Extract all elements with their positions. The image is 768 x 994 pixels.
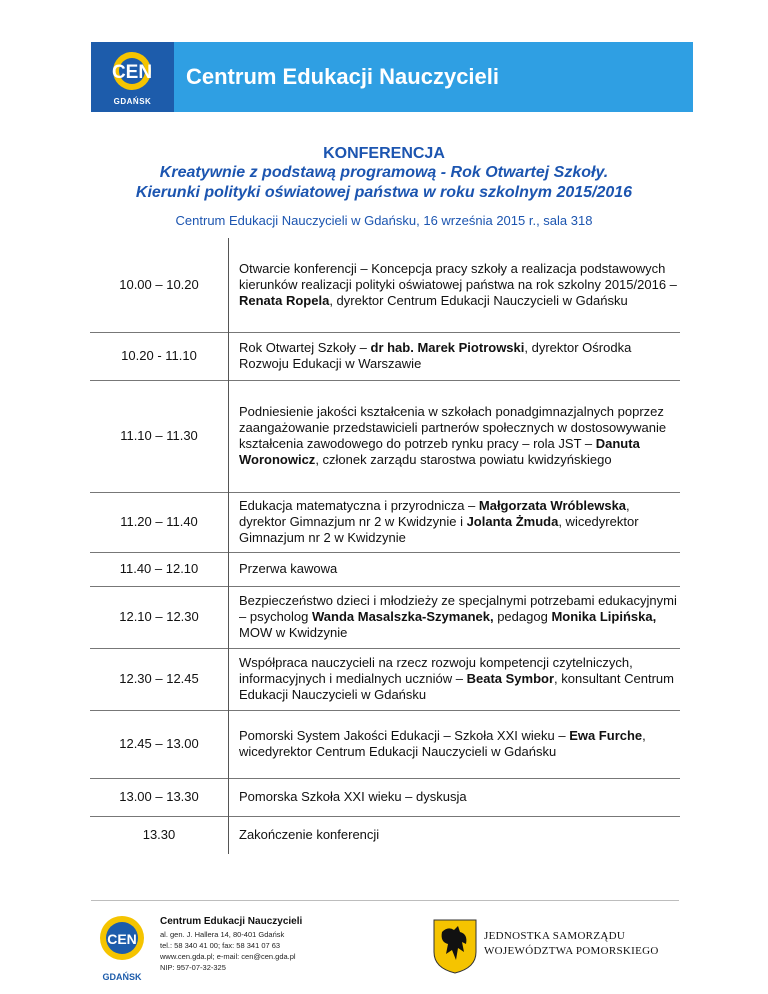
agenda-row — [90, 778, 680, 816]
agenda-time: 13.30 — [90, 816, 229, 854]
agenda-text: Otwarcie konferencji – Koncepcja pracy szkoły a realizacja podstawowych kierunków realizacji polityki oświatowej państwa na rok szkolny 2015/2016 – — [239, 260, 677, 292]
agenda-description — [229, 778, 681, 816]
agenda-time: 11.10 – 11.30 — [90, 380, 229, 492]
agenda-time: 13.00 – 13.30 — [90, 778, 229, 816]
agenda-table — [90, 238, 680, 854]
conference-heading — [0, 144, 768, 229]
partner-name — [484, 929, 659, 959]
speaker-name: Beata Symbor — [466, 671, 555, 686]
footer-web: www.cen.gda.pl; e-mail: cen@cen.gda.pl — [160, 952, 296, 961]
agenda-row — [90, 648, 680, 710]
speaker-name: dr hab. Marek Piotrowski — [370, 340, 525, 355]
conference-title-line1: Kreatywnie z podstawą programową - Rok Otwartej Szkoły. — [159, 164, 609, 181]
banner-title: Centrum Edukacji Nauczycieli — [174, 42, 693, 112]
agenda-time: 11.20 – 11.40 — [90, 492, 229, 552]
agenda-row — [90, 380, 680, 492]
footer-logo-icon — [90, 912, 154, 968]
logo-city-label: GDAŃSK — [113, 97, 152, 106]
agenda-text: Pomorska Szkoła XXI wieku – dyskusja — [239, 789, 467, 804]
footer-logo-city: GDAŃSK — [102, 972, 142, 982]
svg-text:CEN: CEN — [107, 931, 137, 947]
footer-address: al. gen. J. Hallera 14, 80-401 Gdańsk — [160, 930, 285, 939]
footer-phone: tel.: 58 340 41 00; fax: 58 341 07 63 — [160, 941, 281, 950]
agenda-description — [229, 710, 681, 778]
agenda-time: 12.45 – 13.00 — [90, 710, 229, 778]
agenda-row — [90, 816, 680, 854]
agenda-text: pedagog — [493, 609, 552, 624]
agenda-time: 11.40 – 12.10 — [90, 552, 229, 586]
agenda-text: , konsultant Centrum Edukacji Nauczycieli w Gdańsku — [239, 671, 674, 702]
conference-venue: Centrum Edukacji Nauczycieli w Gdańsku, 16 września 2015 r., sala 318 — [175, 213, 593, 228]
agenda-text: , dyrektor Gimnazjum nr 2 w Kwidzynie i — [239, 498, 630, 529]
agenda-description — [229, 816, 681, 854]
agenda-text: Zakończenie konferencji — [239, 827, 380, 843]
agenda-time: 12.30 – 12.45 — [90, 648, 229, 710]
agenda-text: , wicedyrektor Gimnazjum nr 2 w Kwidzynie — [239, 514, 639, 545]
speaker-name: Renata Ropela — [239, 292, 330, 308]
partner-line2: WOJEWÓDZTWA POMORSKIEGO — [484, 945, 659, 957]
agenda-text: MOW w Kwidzynie — [239, 625, 348, 640]
agenda-text: Podniesienie jakości kształcenia w szkołach ponadgimnazjalnych poprzez zaangażowanie przedstawicieli partnerów społecznych w dostosowywanie kształcenia zawodowego do potrzeb rynku pracy – rola JST – — [239, 404, 667, 451]
agenda-text: Rok Otwartej Szkoły – — [239, 340, 371, 355]
speaker-name: Małgorzata Wróblewska — [478, 498, 627, 513]
agenda-text: Przerwa kawowa — [239, 561, 338, 576]
footer-org-name: Centrum Edukacji Nauczycieli — [160, 916, 303, 927]
agenda-text: , wicedyrektor Centrum Edukacji Nauczycieli w Gdańsku — [239, 728, 646, 759]
agenda-text: Pomorski System Jakości Edukacji – Szkoła XXI wieku – — [239, 728, 570, 743]
footer-divider — [91, 900, 679, 901]
agenda-row — [90, 710, 680, 778]
speaker-name: Ewa Furche — [569, 728, 643, 743]
griffin-crest-icon — [432, 918, 478, 974]
agenda-text: Współpraca nauczycieli na rzecz rozwoju kompetencji czytelniczych, informacyjnych i medialnych uczniów – — [239, 655, 633, 686]
header-banner — [91, 42, 693, 112]
conference-title-line2: Kierunki polityki oświatowej państwa w roku szkolnym 2015/2016 — [135, 184, 633, 201]
partner-line1: JEDNOSTKA SAMORZĄDU — [484, 930, 626, 942]
agenda-text: Edukacja matematyczna i przyrodnicza – — [239, 498, 479, 513]
agenda-description — [229, 380, 681, 492]
speaker-name: Jolanta Żmuda — [466, 514, 559, 529]
agenda-text: , członek zarządu starostwa powiatu kwidzyńskiego — [315, 452, 612, 467]
speaker-name: Danuta Woronowicz — [239, 436, 640, 467]
agenda-description — [229, 648, 681, 710]
agenda-row — [90, 552, 680, 586]
agenda-row — [90, 586, 680, 648]
footer-nip: NIP: 957-07-32-325 — [160, 963, 226, 972]
agenda-description — [229, 492, 681, 552]
agenda-row — [90, 332, 680, 380]
agenda-text: , dyrektor Ośrodka Rozwoju Edukacji w Warszawie — [239, 340, 632, 371]
conference-kind: KONFERENCJA — [323, 145, 445, 162]
agenda-time: 10.00 – 10.20 — [90, 238, 229, 332]
footer-cen-logo — [90, 912, 154, 982]
agenda-row — [90, 492, 680, 552]
agenda-description — [229, 552, 681, 586]
agenda-description — [229, 586, 681, 648]
svg-text:CEN: CEN — [111, 62, 153, 83]
footer-partner-block — [432, 918, 692, 978]
cen-logo — [91, 42, 174, 112]
speaker-name: Monika Lipińska, — [551, 609, 657, 624]
footer-contact-block — [90, 912, 390, 992]
agenda-row — [90, 238, 680, 332]
agenda-time: 12.10 – 12.30 — [90, 586, 229, 648]
cen-logo-icon — [91, 44, 174, 100]
agenda-text: Bezpieczeństwo dzieci i młodzieży ze specjalnymi potrzebami edukacyjnymi – psycholog — [239, 593, 677, 624]
agenda-time: 10.20 - 11.10 — [90, 332, 229, 380]
agenda-description — [229, 238, 681, 332]
footer-contact — [160, 916, 302, 973]
agenda-description — [229, 332, 681, 380]
agenda-text: , dyrektor Centrum Edukacji Nauczycieli w Gdańsku — [329, 292, 628, 308]
speaker-name: Wanda Masalszka-Szymanek, — [312, 609, 494, 624]
